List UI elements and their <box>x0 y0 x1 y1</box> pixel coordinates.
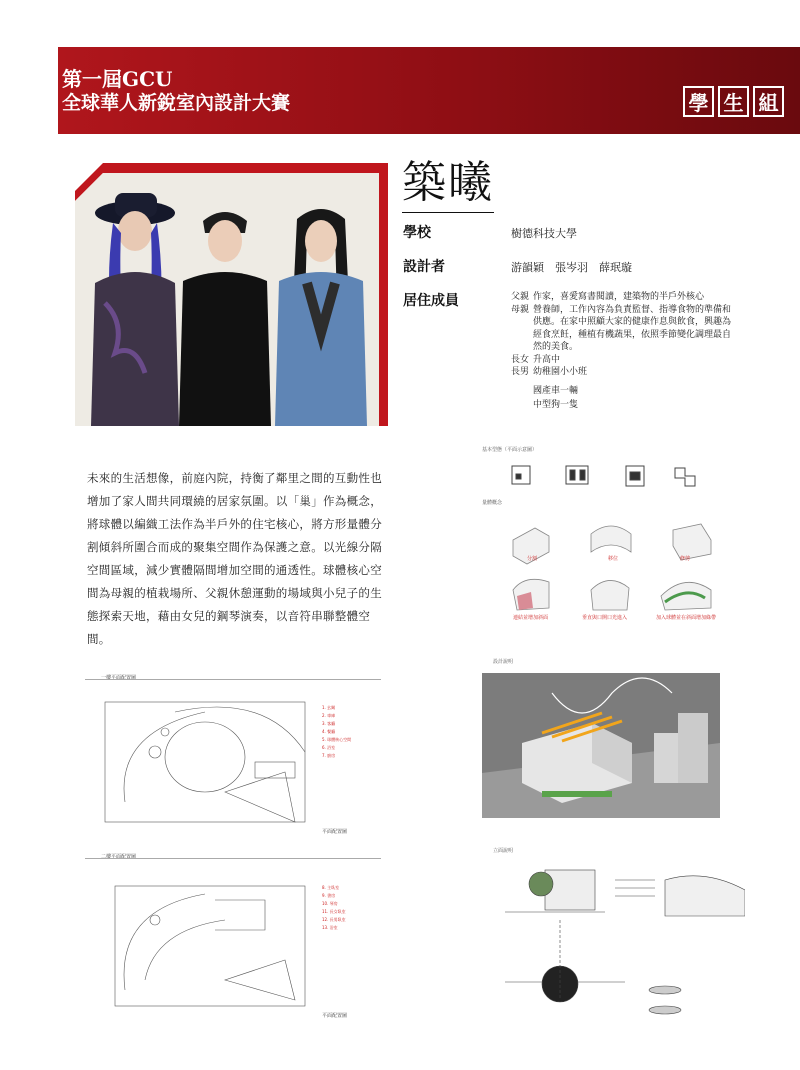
legend-item: 12. 長男臥室 <box>322 917 346 922</box>
plan1-legend <box>322 704 351 760</box>
group-char-3: 組 <box>753 86 784 117</box>
massing-caption: 垂直與口開口光進入 <box>582 615 628 621</box>
design-render <box>482 673 720 818</box>
member-desc: 營養師，工作內容為負責監督、指導食物的準備和供應。在家中照顧大家的健康作息與飲食，興趣為經食烹飪，種植有機蔬果，依照季節變化調理最自然的美食。 <box>533 304 732 352</box>
massing-caption: 修剪 <box>680 556 691 562</box>
legend-item: 4. 餐廳 <box>322 729 336 734</box>
plan2-scale: 平面配置圖 <box>322 1013 348 1019</box>
design-explanation-label: 設計說明 <box>493 659 514 665</box>
member-row <box>511 354 731 367</box>
basic-form-diagrams <box>510 462 730 490</box>
plan1-scale: 平面配置圖 <box>322 829 348 835</box>
member-role: 母親 <box>511 304 530 315</box>
plan2-legend <box>322 884 346 932</box>
legend-item: 8. 主臥室 <box>322 885 340 890</box>
legend-item: 9. 書房 <box>322 893 336 898</box>
legend-item: 6. 浴室 <box>322 745 336 750</box>
plan1-divider <box>85 679 381 680</box>
extra-item: 國產車一輛 <box>533 385 579 396</box>
massing-caption: 分割 <box>527 556 538 562</box>
member-row <box>511 366 731 379</box>
massing-caption: 加入球體並在斜面增加綠帶 <box>656 615 717 621</box>
plan2-divider <box>85 858 381 859</box>
legend-item: 5. 球體核心空間 <box>322 737 352 742</box>
member-role: 長男 <box>511 367 530 377</box>
plan1-label: 一樓平面配置圖 <box>101 675 137 681</box>
plan1-drawing <box>85 692 345 832</box>
school-value: 樹德科技大學 <box>511 227 577 240</box>
legend-item: 1. 玄關 <box>322 705 336 710</box>
team-photo <box>75 173 379 426</box>
group-badge <box>683 86 784 117</box>
group-char-1: 學 <box>683 86 714 117</box>
competition-title <box>62 67 290 115</box>
designer-label: 設計者 <box>403 259 445 275</box>
school-label: 學校 <box>403 225 431 241</box>
plan2-drawing <box>85 870 345 1010</box>
section-label: 立面說明 <box>493 848 514 854</box>
member-row <box>511 291 731 304</box>
massing-label: 量體概念 <box>482 500 503 506</box>
legend-item: 10. 琴房 <box>322 901 338 906</box>
legend-item: 13. 浴室 <box>322 925 338 930</box>
member-role: 長女 <box>511 354 530 365</box>
group-char-2: 生 <box>718 86 749 117</box>
header-banner <box>58 47 800 134</box>
member-role: 父親 <box>511 292 530 302</box>
extra-item: 中型狗一隻 <box>533 400 579 410</box>
member-desc: 作家，喜愛寫書閱讀，建築物的半戶外核心 <box>533 292 705 302</box>
section-drawings <box>505 860 745 1020</box>
team-photo-frame <box>75 163 388 426</box>
legend-item: 11. 長女臥室 <box>322 909 346 914</box>
member-row <box>511 304 731 354</box>
competition-title-line2: 全球華人新銳室內設計大賽 <box>62 92 291 114</box>
member-list <box>511 291 731 412</box>
design-essay: 未來的生活想像，前庭內院，持衡了鄰里之間的互動性也增加了家人間共同環繞的居家氛圍。以「巢」作為概念，將球體以編織工法作為半戶外的住宅核心，將方形量體分割傾斜所圍合而成的聚集空間作為保護之意。以光線分隔空間區域，減少實體隔間增加空間的通透性。球體核心空間為母親的植栽場所、父親休憩運動的場域與小兒子的生態探索天地，藉由女兒的鋼琴演奏，以音符串聯整體空間。 <box>87 471 382 646</box>
member-desc: 升高中 <box>533 354 561 365</box>
legend-item: 7. 廚房 <box>322 753 336 758</box>
competition-title-line1: 第一屆GCU <box>62 67 173 91</box>
member-desc: 幼稚園小小班 <box>533 367 588 377</box>
plan2-label: 二樓平面配置圖 <box>101 854 137 860</box>
legend-item: 3. 客廳 <box>322 721 336 726</box>
basic-form-label: 基本型態（平面示意圖） <box>482 447 538 453</box>
legend-item: 2. 車庫 <box>322 713 336 718</box>
massing-caption: 移位 <box>608 556 619 562</box>
photo-corner-cut <box>75 163 103 191</box>
massing-caption: 連結並增加斜面 <box>513 615 549 621</box>
project-title: 築曦 <box>402 146 494 213</box>
residents-label: 居住成員 <box>403 293 459 309</box>
designer-value: 游韻穎 張岑羽 薛珉璇 <box>511 261 632 274</box>
